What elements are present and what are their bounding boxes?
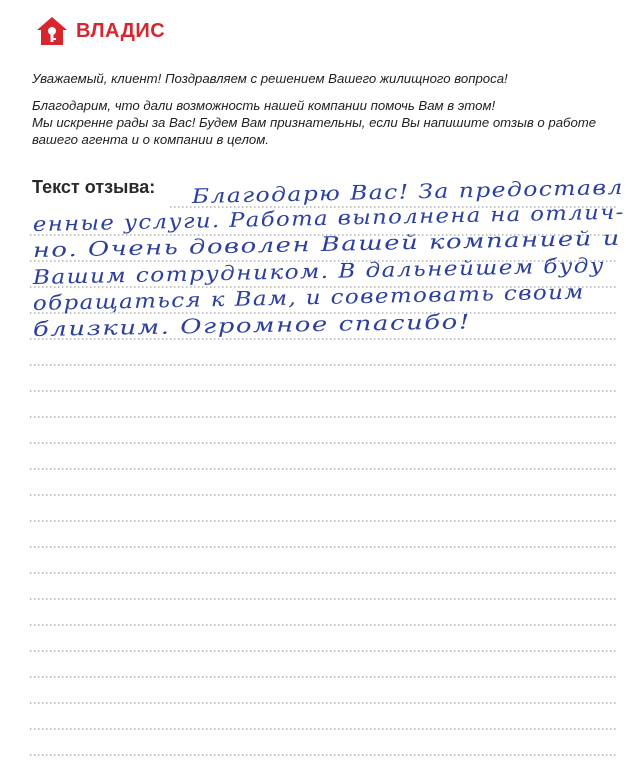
review-title: Текст отзыва: <box>32 177 156 197</box>
brand-name: ВЛАДИС <box>76 19 166 42</box>
greeting: Уважаемый, клиент! Поздравляем с решением Вашего жилищного вопроса! <box>32 71 508 86</box>
intro-line-2: Мы искренне рады за Вас! Будем Вам признательны, если Вы напишите отзыв о работе <box>32 115 597 130</box>
ruled-lines <box>30 0 618 768</box>
handwritten-line-3: но. Очень доволен Вашей компанией и <box>32 228 489 262</box>
handwritten-line-1: Благодарю Вас! За предоставл <box>191 176 561 208</box>
handwritten-line-4: Вашим сотрудником. В дальнейшем буду <box>32 254 526 289</box>
handwritten-line-5: обращаться к Вам, и советовать своим <box>32 280 514 315</box>
handwritten-line-6: близким. Огромное спасибо! <box>32 311 371 341</box>
handwritten-line-2: енные услуги. Работа выполнена на отлич- <box>32 201 553 236</box>
intro-line-3: вашего агента и о компании в целом. <box>32 132 269 147</box>
intro-line-1: Благодарим, что дали возможность нашей компании помочь Вам в этом! <box>32 98 496 113</box>
